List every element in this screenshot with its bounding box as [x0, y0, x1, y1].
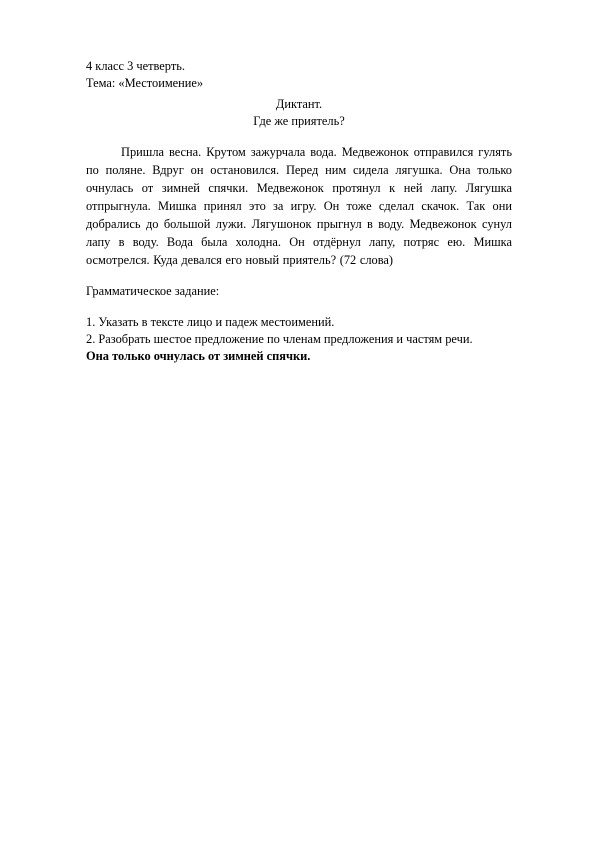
document-type-title: Диктант.	[275, 97, 323, 111]
dictation-text: Пришла весна. Крутом зажурчала вода. Медвежонок отправился гулять по поляне. Вдруг он остановился. Перед ним сидела лягушка. Она только очнулась от зимней спячки. Медвежонок протянул к ней лапу. Лягушка отпрыгнула. Мишка принял это за игру. Он тоже сделал скачок. Так они добрались до большой лужи. Лягушонок прыгнул в воду. Медвежонок сунул лапу в воду. Вода была холодна. Он отдёрнул лапу, потряс ею. Мишка осмотрелся. Куда девался его новый приятель? (72 слова)	[86, 145, 512, 267]
dictation-title: Где же приятель?	[253, 114, 345, 128]
document-page	[86, 58, 512, 365]
grammar-task-2: 2. Разобрать шестое предложение по членам предложения и частям речи.	[86, 332, 473, 346]
grammar-task-1: 1. Указать в тексте лицо и падеж местоимений.	[86, 315, 335, 329]
grade-line: 4 класс 3 четверть.	[86, 59, 186, 73]
topic-line: Тема: «Местоимение»	[86, 76, 204, 90]
analysis-sentence: Она только очнулась от зимней спячки.	[86, 349, 311, 363]
title-block	[86, 96, 512, 130]
grammar-task-list	[86, 314, 512, 365]
grammar-task-heading: Грамматическое задание:	[86, 284, 220, 298]
